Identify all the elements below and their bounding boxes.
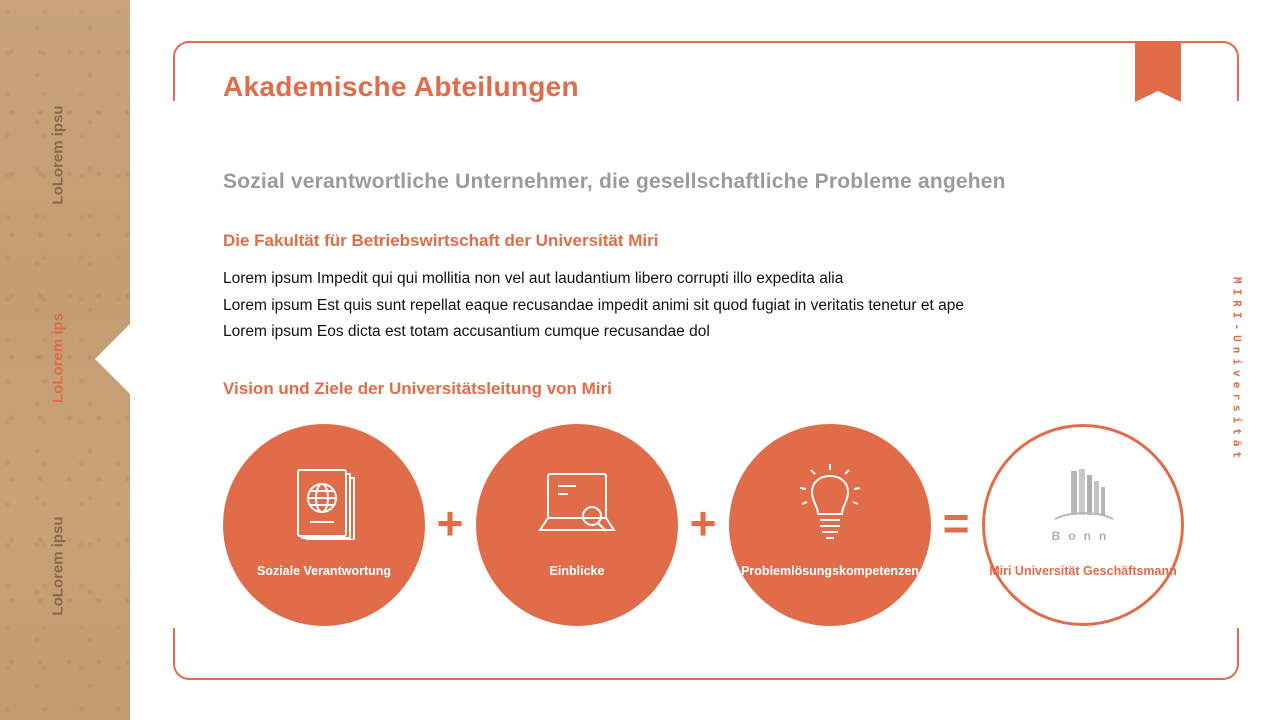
circle-label: Miri Universität Geschäftsmann — [989, 564, 1177, 578]
circle-label: Soziale Verantwortung — [256, 564, 392, 578]
equals-operator: = — [942, 497, 970, 549]
page-title: Akademische Abteilungen — [223, 71, 579, 102]
body-line: Lorem ipsum Impedit qui qui mollitia non vel aut laudantium libero corrupti illo expedita alia — [223, 270, 844, 287]
lightbulb-icon — [797, 462, 863, 547]
body-text — [223, 266, 964, 346]
sidebar-item-3[interactable]: LoLorem ipsu — [49, 516, 67, 616]
circle-social-responsibility — [223, 424, 425, 626]
passport-icon — [292, 468, 356, 545]
section-heading-faculty: Die Fakultät für Betriebswirtschaft der Universität Miri — [223, 231, 659, 250]
body-line: Lorem ipsum Eos dicta est totam accusantium cumque recusandae dol — [223, 323, 710, 340]
plus-operator: + — [436, 497, 464, 549]
plus-operator: + — [689, 497, 717, 549]
section-heading-vision: Vision und Ziele der Universitätsleitung von Miri — [223, 379, 612, 398]
laptop-search-icon — [538, 468, 616, 543]
frame-bottom — [173, 628, 1239, 680]
circle-label: Einblicke — [549, 564, 605, 578]
active-pointer — [95, 323, 131, 395]
logo-text: Bonn — [1051, 529, 1115, 543]
sidebar-item-1[interactable]: LoLorem ipsu — [49, 105, 67, 205]
body-line: Lorem ipsum Est quis sunt repellat eaque recusandae impedit animi sit quod fugiat in veritatis tenetur et ape — [223, 296, 964, 314]
page-subtitle: Sozial verantwortliche Unternehmer, die gesellschaftliche Probleme angehen — [223, 170, 1006, 193]
circle-problem-solving — [729, 424, 931, 626]
circle-result — [982, 424, 1184, 626]
sidebar-item-2-active[interactable]: LoLorem ips — [49, 312, 67, 404]
vertical-brand: MIRI-Universität — [1230, 277, 1244, 463]
circle-label: Problemlösungskompetenzen — [741, 564, 919, 578]
building-logo-icon — [1047, 465, 1119, 530]
circle-insights — [476, 424, 678, 626]
